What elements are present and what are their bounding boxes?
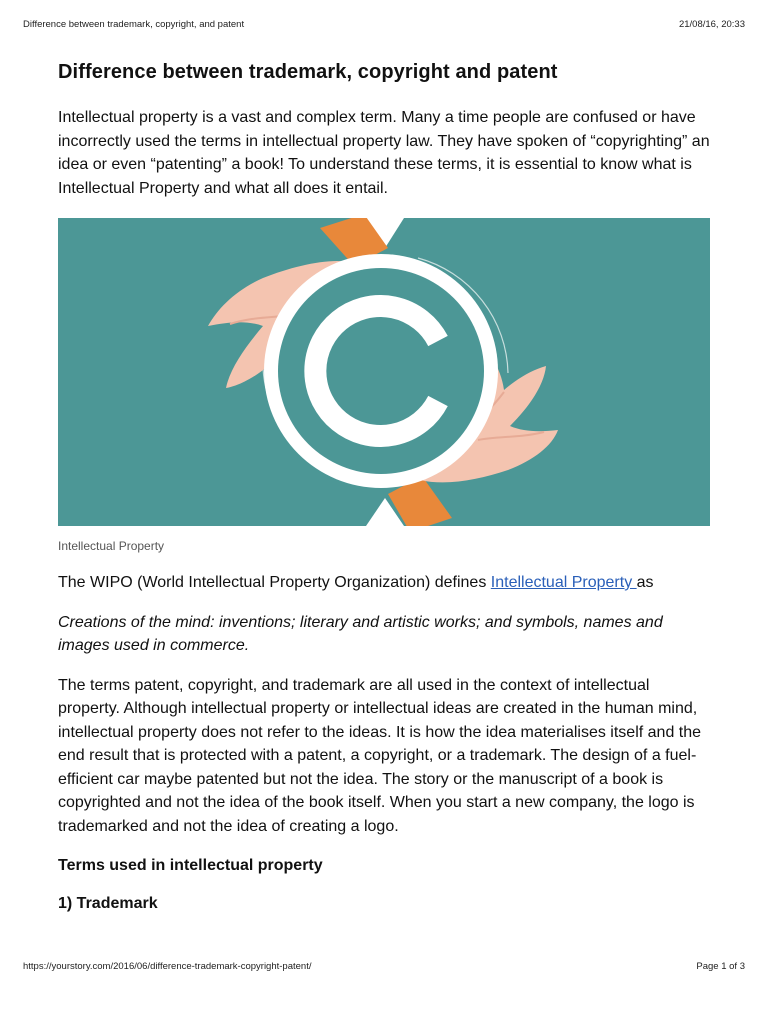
intro-paragraph: Intellectual property is a vast and complex term. Many a time people are confused or have incorrectly used the terms in intellectual property law. They have spoken of “copyrighting” an idea or even “patenting” a book! To understand these terms, it is essential to know what is Intellectual Property and what all does it entail. [58,109,710,197]
terms-paragraph: The terms patent, copyright, and trademark are all used in the context of intellectual property. Although intellectual property or intellectual ideas are created in the human mind, intellectual property does not refer to the ideas. It is how the idea materialises itself and the end result that is protected with a patent, a copyright, or a trademark. The design of a fuel-efficient car maybe patented but not the idea. The story or the manuscript of a book is copyrighted and not the idea of the book itself. When you start a new company, the logo is trademarked and not the idea of creating a logo. [58,676,702,835]
wipo-definition [58,571,710,595]
copyright-illustration [58,218,710,526]
print-page-number: Page 1 of 3 [696,961,745,972]
print-url: https://yourstory.com/2016/06/difference-trademark-copyright-patent/ [23,961,312,972]
print-footer [23,961,745,972]
copyright-hands-image [58,218,710,526]
subheading-terms: Terms used in intellectual property [58,857,323,874]
wipo-quote: Creations of the mind: inventions; literary and artistic works; and symbols, names and images used in commerce. [58,613,663,654]
print-datetime: 21/08/16, 20:33 [678,19,745,30]
print-header [23,19,745,30]
image-caption: Intellectual Property [58,539,165,553]
section-heading-trademark: 1) Trademark [58,894,158,912]
intellectual-property-link[interactable]: Intellectual Property [490,574,637,591]
article [58,58,710,915]
print-page-title: Difference between trademark, copyright, and patent [23,19,245,30]
copyright-icon [264,254,498,488]
article-title: Difference between trademark, copyright and patent [58,61,558,83]
defines-text-after: as [636,574,654,591]
defines-text-before: The WIPO (World Intellectual Property Organization) defines [58,574,491,591]
